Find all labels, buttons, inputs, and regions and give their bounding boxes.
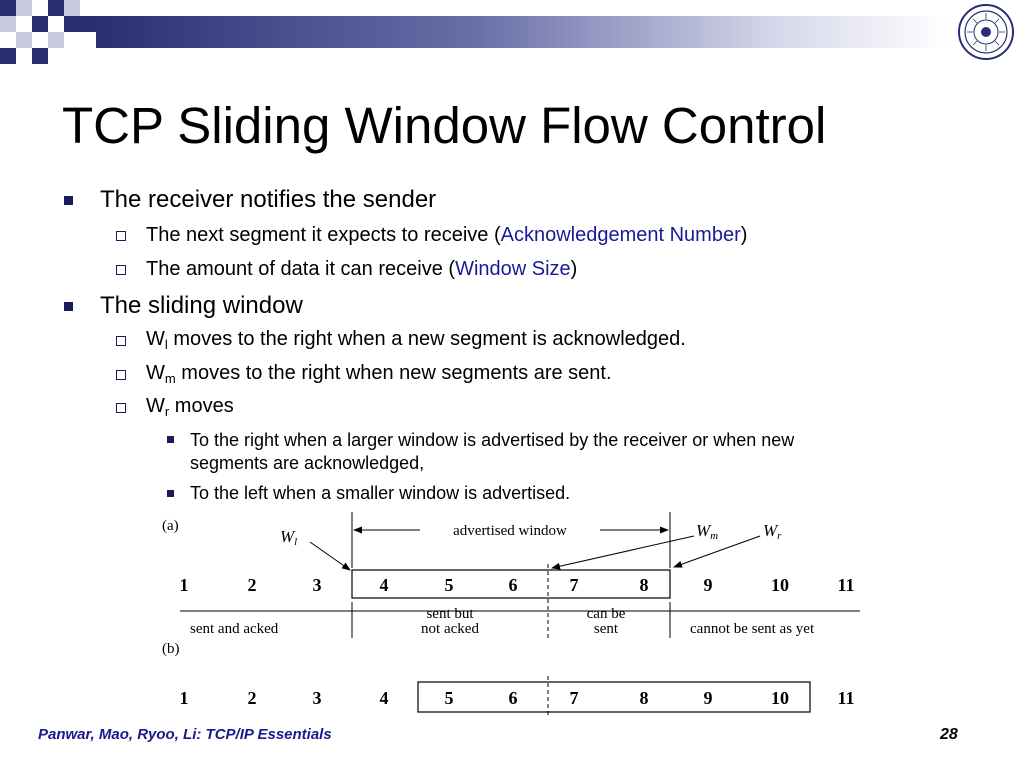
bullet-sliding-window: The sliding window: [100, 292, 303, 319]
w-subscript: m: [164, 371, 176, 386]
decor-square: [32, 16, 48, 32]
sub-bullet-text: moves to the right when new segments are sent.: [175, 362, 612, 384]
sequence-number: 8: [639, 688, 649, 708]
wr-subscript: r: [777, 530, 782, 542]
wr-symbol: W: [763, 521, 778, 540]
page-number: 28: [940, 726, 958, 743]
sub-bullet-text: moves to the right when a new segment is acknowledged.: [167, 328, 686, 350]
sequence-number: 9: [703, 688, 713, 708]
decor-square: [32, 48, 48, 64]
sequence-number: 2: [247, 688, 257, 708]
advertised-window-label: advertised window: [453, 523, 567, 539]
term-window-size: Window Size: [455, 258, 571, 280]
bullet-marker: [64, 302, 73, 311]
sequence-number: 5: [444, 688, 454, 708]
decor-square: [0, 48, 16, 64]
sub-bullet-text: The next segment it expects to receive (: [146, 224, 501, 246]
wl-symbol: W: [280, 527, 295, 546]
sequence-number: 9: [703, 575, 713, 595]
wm-symbol: W: [696, 521, 711, 540]
sub-bullet-wl: [146, 328, 686, 352]
decor-square: [16, 0, 32, 16]
header-gradient-band: [96, 16, 949, 48]
sequence-number: 10: [771, 575, 789, 595]
region-cannot-be-sent: cannot be sent as yet: [690, 621, 815, 637]
sequence-number: 10: [771, 688, 789, 708]
region-can-be-sent-2: sent: [593, 621, 619, 637]
sequence-number: 1: [179, 575, 189, 595]
sliding-window-diagram: [160, 510, 880, 715]
wm-subscript: m: [710, 530, 719, 542]
sequence-number: 6: [508, 575, 518, 595]
decor-square: [64, 16, 96, 32]
w-symbol: W: [146, 362, 165, 384]
sub-bullet-marker: [116, 265, 126, 275]
term-acknowledgement-number: Acknowledgement Number: [500, 224, 741, 246]
w-subscript: r: [164, 404, 170, 419]
decor-square: [48, 32, 64, 48]
region-sent-not-acked-1: sent but: [426, 606, 474, 622]
sequence-number: 5: [444, 575, 454, 595]
sub-bullet-marker: [116, 403, 126, 413]
bullet-marker: [64, 196, 73, 205]
diagram-label-b: (b): [162, 641, 180, 657]
university-seal-logo: [958, 4, 1014, 60]
sequence-number: 6: [508, 688, 518, 708]
wl-subscript: l: [294, 536, 298, 548]
decor-square: [64, 0, 80, 16]
sequence-row-a: [180, 575, 855, 595]
sub-sub-bullet-marker: [167, 490, 174, 497]
sequence-row-b: [180, 688, 855, 708]
sub-sub-bullet-marker: [167, 436, 174, 443]
decor-square: [0, 0, 16, 16]
w-symbol: W: [146, 328, 165, 350]
w-subscript: l: [164, 337, 168, 352]
wl-pointer: [310, 542, 350, 570]
sub-bullet-text: ): [570, 258, 578, 280]
sequence-number: 4: [379, 575, 389, 595]
wl-label: [280, 527, 297, 548]
sub-bullet-wm: [146, 362, 612, 386]
sequence-number: 1: [179, 688, 189, 708]
slide-title: TCP Sliding Window Flow Control: [62, 97, 827, 154]
region-can-be-sent-1: can be: [586, 606, 626, 622]
sub-bullet-window-size: [146, 258, 577, 281]
sequence-number: 7: [569, 688, 579, 708]
wr-label: [763, 521, 782, 542]
decor-square: [16, 32, 32, 48]
wm-pointer: [552, 536, 694, 568]
sequence-number: 7: [569, 575, 579, 595]
sequence-number: 8: [639, 575, 649, 595]
sub-sub-bullet-left: To the left when a smaller window is advertised.: [190, 483, 571, 503]
sub-bullet-ack-number: [146, 224, 747, 247]
sub-bullet-marker: [116, 336, 126, 346]
sub-bullet-text: moves: [169, 395, 234, 417]
footer-credit: Panwar, Mao, Ryoo, Li: TCP/IP Essentials: [38, 726, 332, 743]
region-sent-acked: sent and acked: [190, 621, 279, 637]
wm-label: [696, 521, 718, 542]
sequence-number: 11: [837, 688, 855, 708]
window-box-b: [418, 682, 810, 712]
sub-bullet-wr: [146, 395, 234, 419]
sub-bullet-text: ): [740, 224, 748, 246]
sequence-number: 11: [837, 575, 855, 595]
sub-bullet-text: The amount of data it can receive (: [146, 258, 456, 280]
sub-bullet-marker: [116, 370, 126, 380]
sub-sub-bullet-right: To the right when a larger window is advertised by the receiver or when new: [190, 430, 795, 450]
bullet-receiver-notifies: The receiver notifies the sender: [100, 186, 437, 213]
decor-square: [48, 0, 64, 16]
diagram-label-a: (a): [162, 518, 179, 534]
region-sent-not-acked-2: not acked: [421, 621, 479, 637]
sub-bullet-marker: [116, 231, 126, 241]
sub-sub-bullet-right-cont: segments are acknowledged,: [190, 453, 425, 473]
sequence-number: 4: [379, 688, 389, 708]
w-symbol: W: [146, 395, 165, 417]
sequence-number: 3: [312, 688, 322, 708]
sequence-number: 3: [312, 575, 322, 595]
sequence-number: 2: [247, 575, 257, 595]
decor-square: [0, 16, 16, 32]
